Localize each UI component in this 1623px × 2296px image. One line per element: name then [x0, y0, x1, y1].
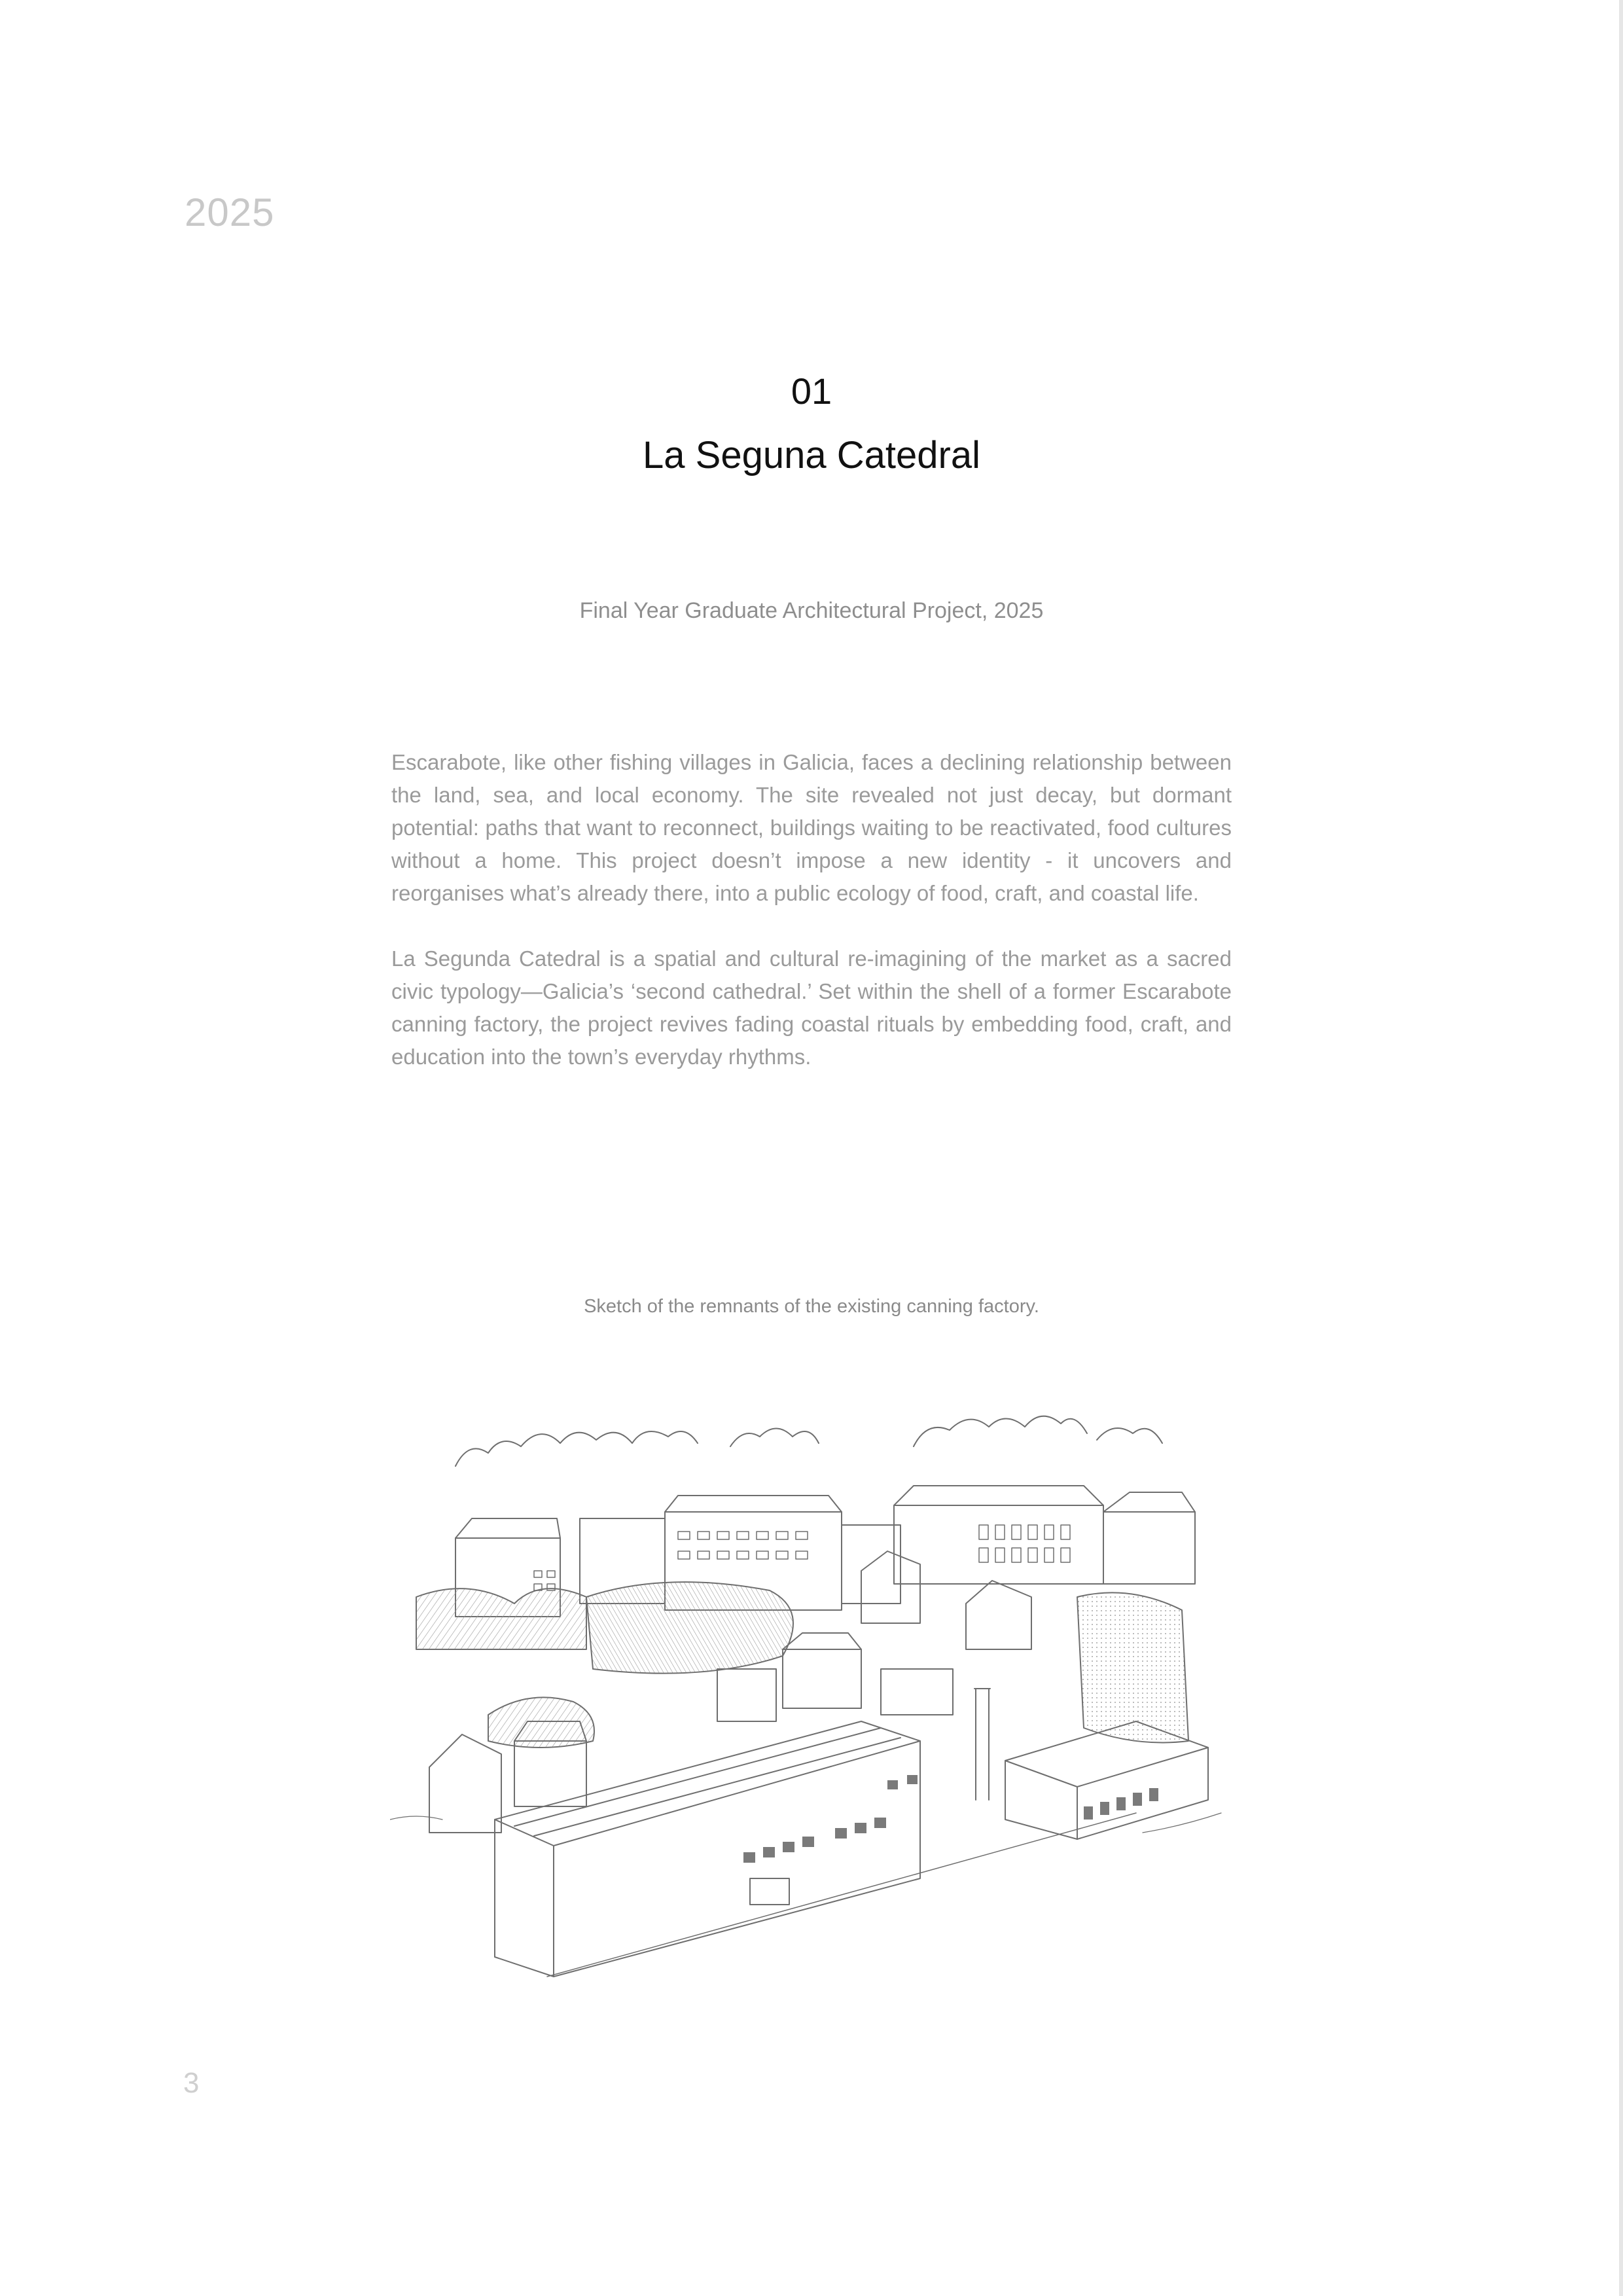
project-title: La Seguna Catedral [643, 434, 980, 476]
figure-caption: Sketch of the remnants of the existing canning factory. [584, 1296, 1039, 1317]
project-subtitle: Final Year Graduate Architectural Project, 2025 [579, 598, 1044, 623]
project-number: 01 [791, 370, 832, 412]
pencil-sketch-illustration [390, 1348, 1234, 1990]
page-year: 2025 [185, 190, 275, 234]
page-edge [1619, 0, 1623, 2296]
project-description [391, 746, 1232, 1106]
description-paragraph-1: Escarabote, like other fishing villages in Galicia, faces a declining relationship between the land, sea, and local economy. The site revealed not just decay, but dormant potential: paths that want to reconnect, buildings waiting to be reactivated, food cultures without a home. This project doesn’t impose a new identity - it uncovers and reorganises what’s already there, into a public ecology of food, craft, and coastal life. [391, 750, 1232, 905]
page-number: 3 [183, 2067, 200, 2099]
description-paragraph-2: La Segunda Catedral is a spatial and cultural re-imagining of the market as a sacred civic typology—Galicia’s ‘second cathedral.’ Set within the shell of a former Escarabote canning factory, the project revives fading coastal rituals by embedding food, craft, and education into the town’s everyday rhythms. [391, 946, 1232, 1069]
